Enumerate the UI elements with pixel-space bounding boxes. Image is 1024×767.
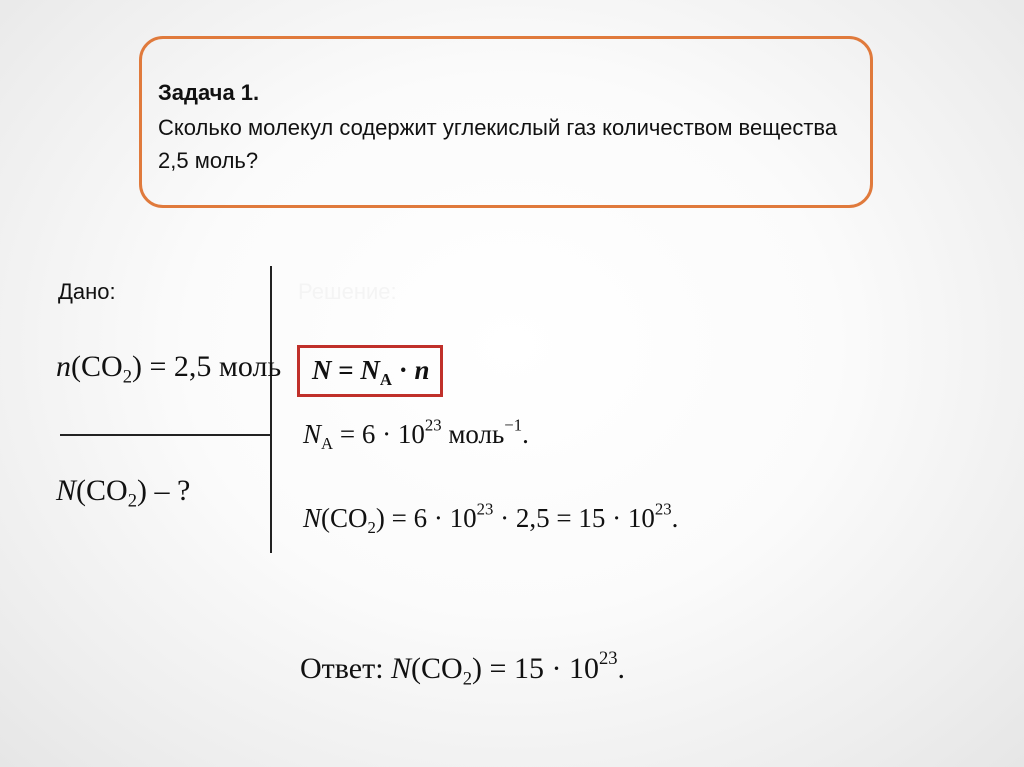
solution-label: Решение: <box>298 279 397 304</box>
avogadro-constant: $N_A = 6 \cdot 10^{23}$ моль$^{-1}$. <box>303 415 529 453</box>
task-title: Задача 1. <box>158 80 260 105</box>
main-formula: $N = N_A \cdot n$ <box>312 355 430 389</box>
given-label: Дано: <box>58 279 116 304</box>
answer: Ответ: $N(CO_2) = 15 \cdot 10^{23}$. <box>300 648 626 690</box>
unknown-quantity: $N(CO_2)$ – ? <box>56 474 191 512</box>
vertical-divider <box>270 266 272 553</box>
given-value: $n(CO_2) = 2,5$ моль <box>56 350 282 388</box>
horizontal-divider <box>60 434 271 436</box>
calculation: $N(CO_2) = 6 \cdot 10^{23} \cdot 2,5 = 15 \cdot 10^{23}$. <box>303 499 679 537</box>
task-text: Сколько молекул содержит углекислый газ количеством вещества 2,5 моль? <box>158 115 838 173</box>
